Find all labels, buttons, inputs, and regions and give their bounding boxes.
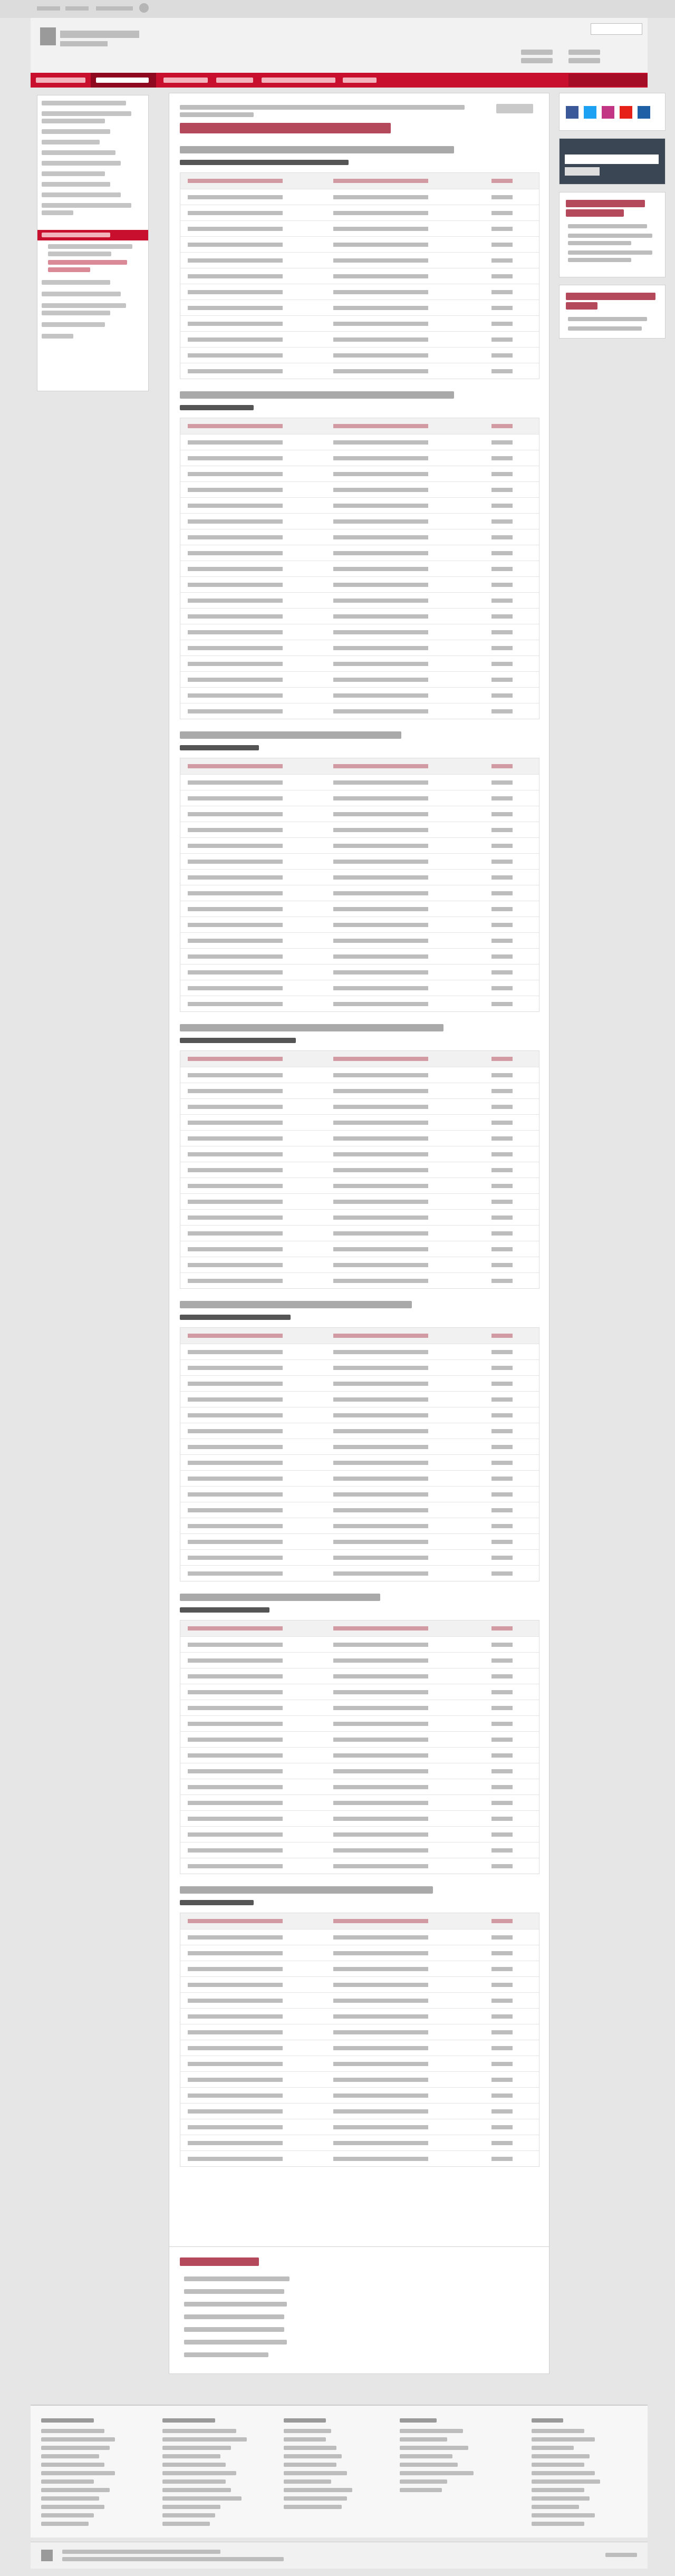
youtube-icon[interactable] [620, 106, 632, 119]
nav-item-placeholder[interactable] [96, 78, 149, 83]
site-subtitle-placeholder [60, 41, 108, 46]
page-title-placeholder [180, 123, 391, 133]
share-icons-placeholder[interactable] [496, 104, 533, 113]
related-title-placeholder [180, 2257, 259, 2266]
parliament-logo-icon[interactable] [41, 2550, 53, 2561]
breadcrumb-placeholder[interactable] [180, 112, 254, 117]
back-to-top-link[interactable] [605, 2553, 637, 2557]
nav-item-placeholder[interactable] [343, 78, 377, 83]
members-table-4 [180, 1050, 539, 1289]
footer-bottom [31, 2542, 648, 2569]
nav-item-placeholder[interactable] [163, 78, 208, 83]
top-language-bar [0, 0, 675, 18]
site-header [31, 18, 648, 73]
nav-item-placeholder[interactable] [262, 78, 335, 83]
reading-sign-box [559, 138, 666, 185]
accessibility-icon[interactable] [139, 3, 149, 13]
members-table-6 [180, 1620, 539, 1874]
members-table-1 [180, 172, 539, 379]
members-table-2 [180, 418, 539, 719]
parliament-logo-icon[interactable] [40, 27, 56, 45]
social-box [559, 93, 666, 131]
facebook-icon[interactable] [566, 106, 578, 119]
social-icon[interactable] [638, 106, 650, 119]
members-table-5 [180, 1327, 539, 1581]
language-link-placeholder[interactable] [96, 6, 133, 11]
nav-item-placeholder[interactable] [216, 78, 253, 83]
twitter-icon[interactable] [584, 106, 596, 119]
members-table-3 [180, 758, 539, 1012]
sidebar-navigation [37, 95, 149, 391]
language-link-placeholder[interactable] [65, 6, 89, 11]
search-button[interactable] [568, 74, 648, 86]
members-table-7 [180, 1913, 539, 2167]
language-link-placeholder[interactable] [37, 6, 60, 11]
header-links-placeholder[interactable] [521, 50, 605, 71]
eu-news-box [559, 285, 666, 339]
apply-button[interactable] [565, 167, 600, 176]
main-navigation [31, 73, 648, 88]
login-button[interactable] [591, 23, 642, 35]
main-content [169, 93, 549, 2361]
nav-item-placeholder[interactable] [36, 78, 85, 83]
reading-sign-select[interactable] [565, 155, 659, 164]
related-topics-box [169, 2246, 549, 2374]
breadcrumb-placeholder[interactable] [180, 105, 465, 110]
site-footer [31, 2405, 648, 2538]
site-title-placeholder [60, 31, 139, 38]
instagram-icon[interactable] [602, 106, 614, 119]
eu-box [559, 192, 666, 277]
